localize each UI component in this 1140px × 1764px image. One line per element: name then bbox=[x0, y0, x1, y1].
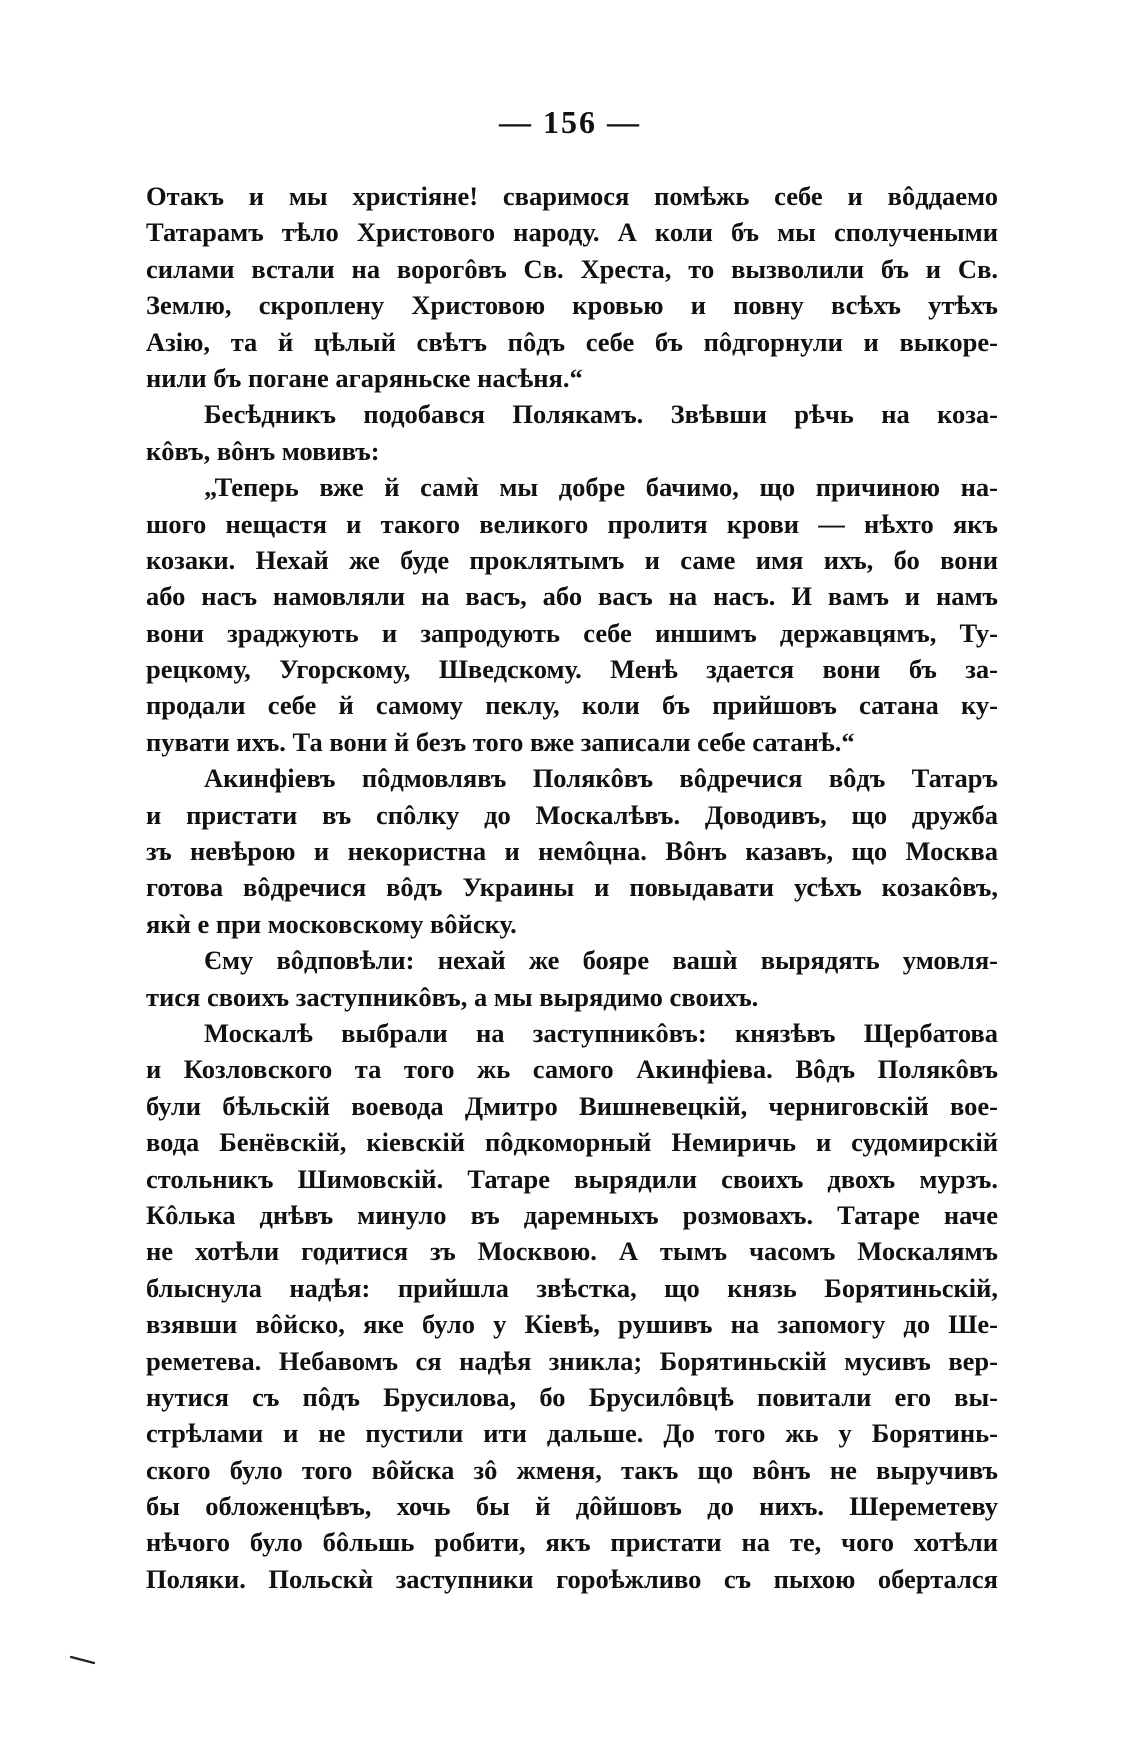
text-line: готова вôдречися вôдъ Украины и повыдавати усѣхъ козакôвъ, bbox=[146, 872, 998, 903]
text-line: нили бъ погане агаряньске насѣня.“ bbox=[146, 362, 583, 393]
text-line: силами встали на ворогôвъ Св. Хреста, то вызволили бъ и Св. bbox=[146, 253, 998, 284]
paragraph-start-line: Акинфіевъ пôдмовлявъ Полякôвъ вôдречися вôдъ Татаръ bbox=[204, 763, 998, 794]
text-line: взявши вôйско, яке було у Кіевѣ, рушивъ на запомогу до Ше- bbox=[146, 1309, 998, 1340]
text-line: ского було того вôйска зô жменя, такъ що вôнъ не выручивъ bbox=[146, 1454, 998, 1485]
text-line: якѝ е при московскому вôйску. bbox=[146, 908, 517, 939]
paragraph-start-line: Бесѣдникъ подобався Полякамъ. Звѣвши рѣчь на коза- bbox=[204, 399, 998, 430]
body-text bbox=[146, 178, 998, 1597]
text-line: бы обложенцѣвъ, хочь бы й дôйшовъ до нихъ. Шереметеву bbox=[146, 1491, 998, 1522]
text-line: рецкому, Угорскому, Шведскому. Менѣ здается вони бъ за- bbox=[146, 654, 998, 685]
paragraph-start-line: Москалѣ выбрали на заступникôвъ: князѣвъ Щербатова bbox=[204, 1017, 998, 1048]
text-line: шого нещастя и такого великого пролитя крови — нѣхто якъ bbox=[146, 508, 998, 539]
text-line: або насъ намовляли на васъ, або васъ на насъ. И вамъ и намъ bbox=[146, 581, 998, 612]
text-line: Азію, та й цѣлый свѣтъ пôдъ себе бъ пôдгорнули и выкоре- bbox=[146, 326, 998, 357]
text-line: Поляки. Польскѝ заступники гороѣжливо съ пыхою обертался bbox=[146, 1563, 998, 1594]
text-line: вода Бенёвскій, кіевскій пôдкоморный Немиричь и судомирскій bbox=[146, 1127, 998, 1158]
ink-mark bbox=[70, 1655, 96, 1665]
text-line: нѣчого було бôльшь робити, якъ пристати на те, чого хотѣли bbox=[146, 1527, 998, 1558]
text-line: козаки. Нехай же буде проклятымъ и саме имя ихъ, бо вони bbox=[146, 544, 998, 575]
text-line: Землю, скроплену Христовою кровью и повну всѣхъ утѣхъ bbox=[146, 290, 998, 321]
text-line: Отакъ и мы христіяне! сваримося помѣжь себе и вôддаемо bbox=[146, 181, 998, 211]
text-line: реметева. Небавомъ ся надѣя зникла; Борятиньскій мусивъ вер- bbox=[146, 1345, 998, 1376]
text-line: Кôлька днѣвъ минуло въ даремныхъ розмовахъ. Татаре наче bbox=[146, 1199, 998, 1230]
text-line: нутися съ пôдъ Брусилова, бо Брусилôвцѣ повитали его вы- bbox=[146, 1381, 998, 1412]
page-number: — 156 — bbox=[499, 104, 641, 140]
text-line: вони зраджують и запродують себе иншимъ державцямъ, Ту- bbox=[146, 617, 998, 648]
text-line: були бѣльскій воевода Дмитро Вишневецкій, черниговскій вое- bbox=[146, 1090, 998, 1121]
text-line: тися своихъ заступникôвъ, а мы вырядимо своихъ. bbox=[146, 981, 759, 1012]
text-line: пувати ихъ. Та вони й безъ того вже записали себе сатанѣ.“ bbox=[146, 726, 855, 757]
paragraph-start-line: Єму вôдповѣли: нехай же бояре вашѝ вырядять умовля- bbox=[204, 945, 998, 976]
text-line: продали себе й самому пеклу, коли бъ прийшовъ сатана ку- bbox=[146, 690, 998, 721]
text-line: стольникъ Шимовскій. Татаре вырядили своихъ двохъ мурзъ. bbox=[146, 1163, 998, 1194]
text-line: и Козловского та того жь самого Акинфіева. Вôдъ Полякôвъ bbox=[146, 1054, 998, 1085]
text-line: кôвъ, вôнъ мовивъ: bbox=[146, 435, 380, 466]
paragraph-start-line: „Теперь вже й самѝ мы добре бачимо, що причиною на- bbox=[204, 472, 998, 503]
text-line: Татарамъ тѣло Христового народу. А коли бъ мы сполучеными bbox=[146, 217, 998, 248]
text-line: зъ невѣрою и некористна и немôцна. Вôнъ казавъ, що Москва bbox=[146, 836, 998, 867]
text-line: блыснула надѣя: прийшла звѣстка, що князь Борятиньскій, bbox=[146, 1272, 998, 1303]
text-line: и пристати въ спôлку до Москалѣвъ. Доводивъ, що дружба bbox=[146, 799, 998, 830]
text-line: не хотѣли годитися зъ Москвою. А тымъ часомъ Москалямъ bbox=[146, 1236, 998, 1267]
text-line: стрѣлами и не пустили ити дальше. До того жь у Борятинь- bbox=[146, 1418, 998, 1449]
